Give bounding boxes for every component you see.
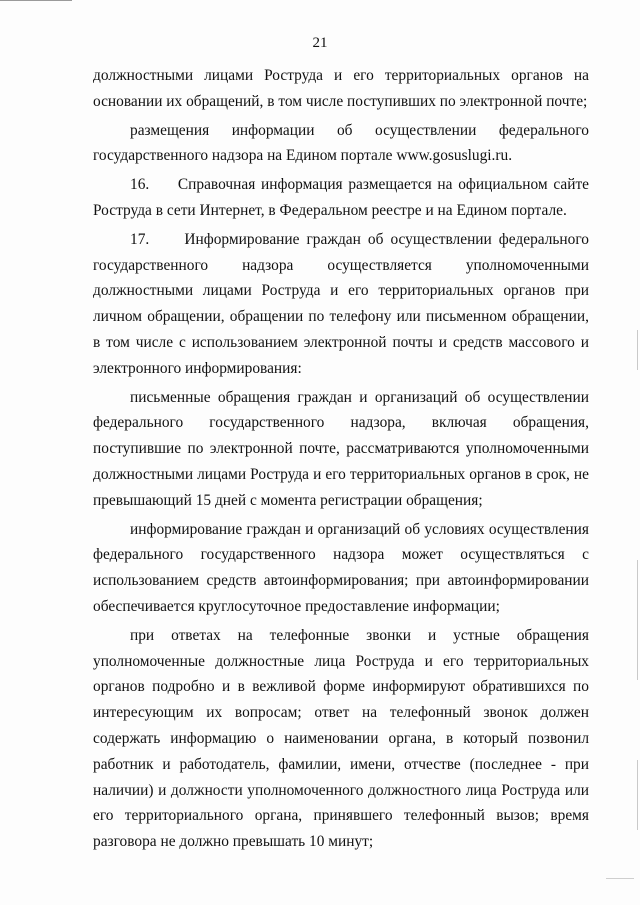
scan-corner-line bbox=[0, 0, 72, 1]
paragraph-item-placement: размещения информации об осуществлении федерального государственного надзора на Едином портале www.gosuslugi.ru. bbox=[93, 121, 589, 165]
paragraph-autoinforming: информирование граждан и организаций об условиях осуществления федерального государственного надзора может осуществляться с использованием средств автоинформирования; при автоинформировании обеспечивается круглосуточное предоставление информации; bbox=[93, 520, 589, 615]
paragraph-phone-calls: при ответах на телефонные звонки и устные обращения уполномоченные должностные лица Роструда и его территориальных органов подробно и в вежливой форме информируют обратившихся по интересующим их вопросам; ответ на телефонный звонок должен содержать информацию о наименовании органа, в который позвонил работник и работодатель, фамилии, имени, отчестве (последнее - при наличии) и должности уполномоченного должностного лица Роструда или его территориального органа, принявшего телефонный вызов; время разговора не должно превышать 10 минут; bbox=[93, 626, 589, 851]
document-body bbox=[93, 63, 589, 855]
paragraph-17: 17. Информирование граждан об осуществлении федерального государственного надзора осуществляется уполномоченными должностными лицами Роструда и его территориальных органов при личном обращении, обращении по телефону или письменном обращении, в том числе с использованием электронной почты и средств массового и электронного информирования: bbox=[93, 230, 589, 377]
paragraph-written-requests: письменные обращения граждан и организаций об осуществлении федерального государственного надзора, включая обращения, поступившие по электронной почте, рассматриваются уполномоченными должностными лицами Роструда и его территориальных органов в срок, не превышающий 15 дней с момента регистрации обращения; bbox=[93, 388, 589, 509]
scan-edge-mark bbox=[637, 330, 638, 370]
scan-edge-mark bbox=[637, 560, 638, 680]
page-number: 21 bbox=[312, 35, 328, 51]
paragraph-16: 16. Справочная информация размещается на официальном сайте Роструда в сети Интернет, в Федеральном реестре и на Едином портале. bbox=[93, 176, 589, 219]
scan-bottom-mark bbox=[606, 878, 634, 879]
paragraph-continuation: должностными лицами Роструда и его территориальных органов на основании их обращений, в том числе поступивших по электронной почте; bbox=[93, 67, 589, 110]
scan-edge-mark bbox=[637, 760, 638, 830]
